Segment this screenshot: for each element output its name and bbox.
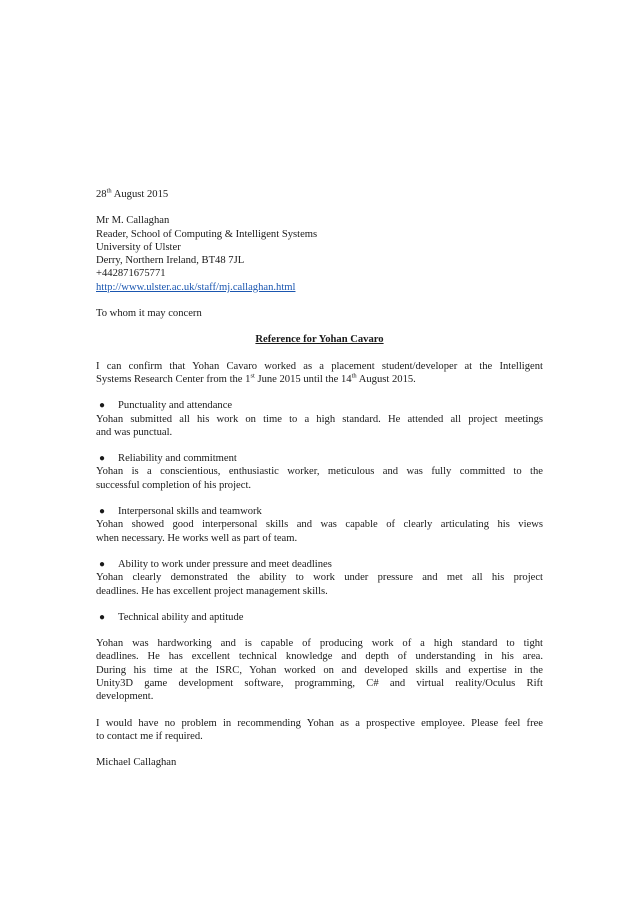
section-line: Yohan clearly demonstrated the ability to work under pressure and met all his project	[96, 572, 543, 584]
sender-title: Reader, School of Computing & Intelligent Systems	[96, 228, 318, 240]
section-technical	[96, 611, 543, 704]
sender-block	[96, 214, 543, 294]
section-line: Yohan showed good interpersonal skills and was capable of clearly articulating his views	[96, 519, 543, 531]
bullet-dot-icon: ●	[99, 558, 106, 570]
section-line: Unity3D game development software, programming, C# and virtual reality/Oculus Rift	[96, 678, 543, 690]
closing-line-2: to contact me if required.	[96, 730, 203, 742]
date-suffix: th	[106, 187, 112, 195]
section-line: development.	[96, 691, 154, 703]
bullet-dot-icon: ●	[99, 611, 106, 623]
letter-page	[96, 188, 543, 770]
intro-paragraph	[96, 360, 543, 387]
sender-phone: +442871675771	[96, 268, 166, 280]
section-punctuality	[96, 399, 543, 439]
intro-line-1: I can confirm that Yohan Cavaro worked as a placement student/developer at the Intelligent	[96, 360, 543, 372]
bullet-heading	[96, 505, 543, 518]
bullet-heading	[96, 452, 543, 465]
intro-line-2: Systems Research Center from the 1st June 2015 until the 14th August 2015.	[96, 372, 416, 385]
section-line: and was punctual.	[96, 426, 173, 438]
bullet-heading	[96, 558, 543, 571]
bullet-dot-icon: ●	[99, 400, 106, 412]
bullet-heading	[96, 611, 543, 624]
bullet-dot-icon: ●	[99, 506, 106, 518]
section-interpersonal	[96, 505, 543, 545]
section-line: when necessary. He works well as part of team.	[96, 532, 298, 544]
section-line: Yohan submitted all his work on time to a high standard. He attended all project meetings	[96, 413, 543, 425]
bullet-title: Ability to work under pressure and meet deadlines	[118, 558, 332, 570]
bullet-heading	[96, 399, 543, 412]
section-line: successful completion of his project.	[96, 479, 252, 491]
signature-name: Michael Callaghan	[96, 757, 177, 769]
salutation: To whom it may concern	[96, 308, 202, 320]
sender-institution: University of Ulster	[96, 241, 181, 253]
date-rest: August 2015	[111, 189, 169, 200]
sender-address: Derry, Northern Ireland, BT48 7JL	[96, 255, 245, 267]
section-line: deadlines. He has excellent project management skills.	[96, 585, 328, 597]
section-pressure	[96, 558, 543, 598]
section-line: Yohan is a conscientious, enthusiastic worker, meticulous and was fully committed to the	[96, 466, 543, 478]
closing-line-1: I would have no problem in recommending Yohan as a prospective employee. Please feel free	[96, 717, 543, 729]
section-line: deadlines. He has excellent technical knowledge and depth of understanding in his area.	[96, 651, 543, 663]
section-line: During his time at the ISRC, Yohan worked on and developed skills and expertise in the	[96, 664, 543, 676]
sender-name: Mr M. Callaghan	[96, 215, 170, 227]
bullet-title: Interpersonal skills and teamwork	[118, 506, 262, 518]
reference-heading: Reference for Yohan Cavaro	[255, 334, 384, 346]
bullet-dot-icon: ●	[99, 453, 106, 465]
bullet-title: Punctuality and attendance	[118, 400, 233, 412]
section-reliability	[96, 452, 543, 492]
date-day: 28	[96, 189, 107, 200]
closing-paragraph	[96, 717, 543, 744]
letter-date	[96, 188, 543, 201]
bullet-title: Technical ability and aptitude	[118, 611, 244, 623]
sender-url-link[interactable]: http://www.ulster.ac.uk/staff/mj.callaghan.html	[96, 281, 296, 293]
bullet-title: Reliability and commitment	[118, 453, 237, 465]
section-line: Yohan was hardworking and is capable of producing work of a high standard to tight	[96, 638, 543, 650]
